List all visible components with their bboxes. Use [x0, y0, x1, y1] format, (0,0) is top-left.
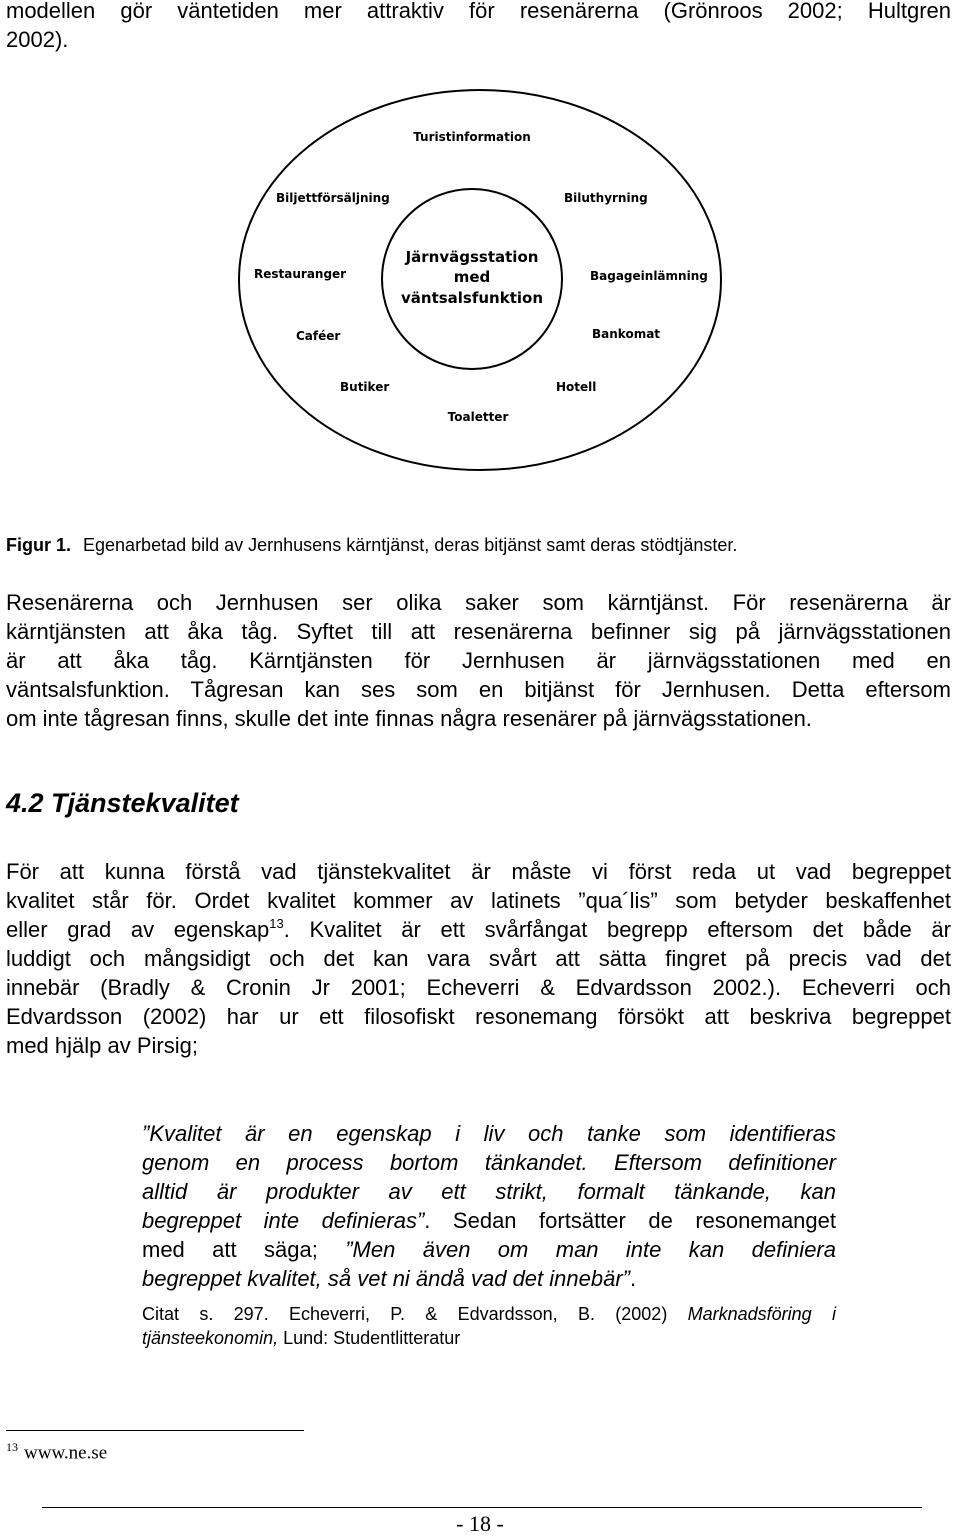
quote-line: alltid är produkter av ett strikt, formalt tänkande, kan [142, 1179, 836, 1204]
page-number: - 18 - [456, 1511, 504, 1536]
text-span: med att säga; [142, 1237, 346, 1262]
text-span: tjänsteekonomin, [142, 1328, 279, 1348]
footer-rule [42, 1507, 922, 1508]
body-text-line: innebär (Bradly & Cronin Jr 2001; Echeverri & Edvardsson 2002.). Echeverri och [6, 975, 951, 1000]
text-span: ”Men även om man inte kan definiera [345, 1237, 836, 1262]
text-span: begreppet inte definieras” [142, 1208, 425, 1233]
citation-line [142, 1326, 836, 1350]
caption-label: Figur 1. [6, 535, 72, 555]
text-span: begreppet kvalitet, så vet ni ändå vad det innebär” [142, 1266, 630, 1291]
figure-caption [6, 534, 737, 556]
service-label: Bagageinlämning [590, 269, 708, 283]
body-text-line: Edvardsson (2002) har ur ett filosofiskt resonemang försökt att beskriva begreppet [6, 1004, 951, 1029]
body-text-line: Resenärerna och Jernhusen ser olika saker som kärntjänst. För resenärerna är [6, 590, 951, 615]
quote-line [142, 1206, 836, 1235]
service-label: Butiker [340, 380, 390, 394]
service-diagram [228, 84, 746, 472]
service-label: Hotell [556, 380, 597, 394]
service-label: Restauranger [254, 267, 347, 281]
body-text-line: kärntjänsten att åka tåg. Syftet till att resenärerna befinner sig på järnvägsstationen [6, 619, 951, 644]
service-label: Biljettförsäljning [276, 191, 390, 205]
text-span: eller grad av egenskap [6, 917, 270, 942]
body-text-line: modellen gör väntetiden mer attraktiv för resenärerna (Grönroos 2002; Hultgren [6, 0, 951, 23]
center-label: med [453, 268, 491, 286]
footnote-ref: 13 [269, 916, 284, 931]
service-label: Bankomat [592, 327, 661, 341]
body-text-line: om inte tågresan finns, skulle det inte finnas några resenärer på järnvägsstationen. [6, 706, 812, 731]
text-span: Citat s. 297. Echeverri, P. & Edvardsson, B. (2002) [142, 1304, 688, 1324]
service-label: Turistinformation [413, 130, 531, 144]
text-span: . Sedan fortsätter de resonemanget [424, 1208, 836, 1233]
body-text-line [6, 915, 951, 944]
text-span: Marknadsföring i [687, 1304, 836, 1324]
footnote [6, 1440, 107, 1464]
body-text-line: För att kunna förstå vad tjänstekvalitet är måste vi först reda ut vad begreppet [6, 859, 951, 884]
body-text-line: väntsalsfunktion. Tågresan kan ses som en bitjänst för Jernhusen. Detta eftersom [6, 677, 951, 702]
center-label: väntsalsfunktion [400, 289, 544, 307]
text-span: genom en process bortom tänkandet. Eftersom definitioner [142, 1150, 836, 1175]
footnote-text: www.ne.se [24, 1442, 108, 1464]
service-label: Caféer [296, 329, 341, 343]
footnote-number: 13 [6, 1440, 18, 1454]
body-text-line: med hjälp av Pirsig; [6, 1033, 198, 1058]
text-span: . [630, 1266, 637, 1291]
text-span: . Kvalitet är ett svårfångat begrepp eftersom det både är [283, 917, 951, 942]
caption-text: Egenarbetad bild av Jernhusens kärntjänst, deras bitjänst samt deras stödtjänster. [83, 535, 738, 555]
body-text-line: kvalitet står för. Ordet kvalitet kommer av latinets ”qua´lis” som betyder beskaffenhet [6, 888, 951, 913]
quote-line [142, 1264, 836, 1293]
service-label: Toaletter [447, 410, 509, 424]
quote-line: ”Kvalitet är en egenskap i liv och tanke som identifieras [142, 1121, 836, 1146]
service-label: Biluthyrning [564, 191, 648, 205]
body-text-line: 2002). [6, 27, 69, 52]
body-text-line: är att åka tåg. Kärntjänsten för Jernhusen är järnvägsstationen med en [6, 648, 951, 673]
body-text-line: luddigt och mångsidigt och det kan vara svårt att sätta fingret på precis vad det [6, 946, 951, 971]
service-diagram-svg [228, 84, 746, 472]
footnote-rule [6, 1430, 304, 1431]
text-span: Lund: Studentlitteratur [278, 1328, 461, 1348]
quote-line [142, 1235, 836, 1264]
center-label: Järnvägsstation [405, 248, 539, 266]
quote-line [142, 1148, 836, 1177]
citation-line [142, 1302, 836, 1326]
section-heading: 4.2 Tjänstekvalitet [6, 788, 239, 818]
